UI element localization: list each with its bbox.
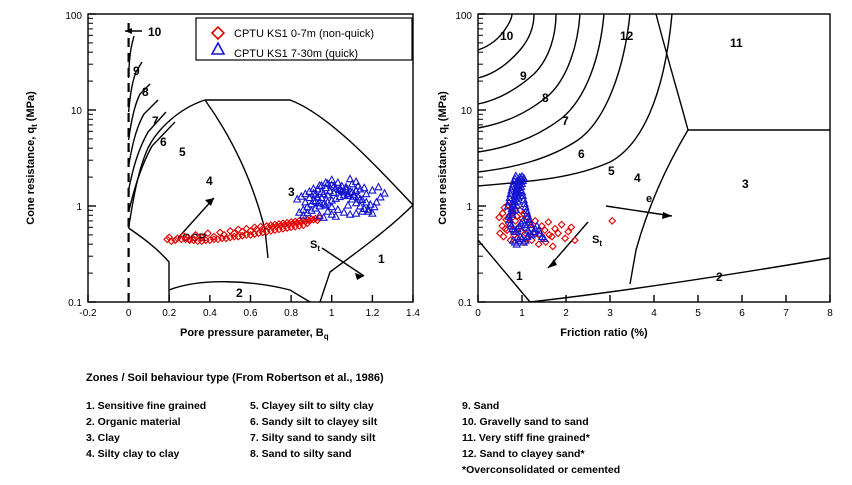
right-zone-3: 3 bbox=[742, 177, 749, 191]
right-zone-6: 6 bbox=[578, 147, 585, 161]
right-xtick-7: 7 bbox=[783, 308, 789, 319]
caption-footnote: *Overconsolidated or cemented bbox=[462, 464, 621, 476]
right-e-annotation bbox=[606, 193, 672, 219]
right-xtick-2: 2 bbox=[563, 308, 569, 319]
left-zone-10: 10 bbox=[148, 25, 162, 39]
left-xtick-4: 0.6 bbox=[243, 308, 258, 319]
right-xtick-6: 6 bbox=[739, 308, 745, 319]
right-zone-boundaries bbox=[478, 14, 830, 302]
left-zone-9: 9 bbox=[133, 64, 140, 78]
right-zone-1: 1 bbox=[516, 269, 523, 283]
left-series-blue-points bbox=[294, 175, 388, 220]
right-ytick-1: 1 bbox=[466, 202, 472, 213]
right-zone-9: 9 bbox=[520, 69, 527, 83]
data-point bbox=[377, 194, 384, 200]
caption-item: 6. Sandy silt to clayey silt bbox=[250, 416, 378, 428]
right-xtick-8: 8 bbox=[827, 308, 833, 319]
legend-label-1: CPTU KS1 7-30m (quick) bbox=[234, 48, 359, 60]
right-zone-4: 4 bbox=[634, 171, 641, 185]
left-st-label: $S_t$ bbox=[310, 239, 321, 253]
right-plot-frame bbox=[478, 14, 830, 302]
left-zone-3: 3 bbox=[288, 185, 295, 199]
data-point bbox=[347, 211, 354, 217]
caption-item: 3. Clay bbox=[86, 432, 120, 444]
data-point bbox=[353, 210, 360, 216]
caption-item: 9. Sand bbox=[462, 400, 500, 412]
left-xtick-6: 1 bbox=[328, 308, 335, 319]
data-point bbox=[345, 202, 352, 208]
caption-item: 8. Sand to silty sand bbox=[250, 448, 352, 460]
left-zone-5: 5 bbox=[179, 145, 186, 159]
left-ytick-2: 10 bbox=[70, 106, 82, 117]
right-xtick-3: 3 bbox=[607, 308, 613, 319]
left-ytick-3: 100 bbox=[65, 11, 82, 22]
right-xtick-4: 4 bbox=[651, 308, 657, 319]
right-st-annotation bbox=[548, 222, 602, 268]
data-point bbox=[558, 221, 564, 227]
data-point bbox=[545, 219, 551, 225]
data-point bbox=[347, 175, 354, 181]
caption-item: 4. Silty clay to clay bbox=[86, 448, 180, 460]
right-ytick-3: 100 bbox=[455, 11, 472, 22]
left-yaxis-title: Cone resistance, $q_t$ (MPa) bbox=[25, 91, 39, 225]
left-xtick-1: 0 bbox=[125, 308, 132, 319]
right-y-axis bbox=[455, 11, 486, 309]
caption-column-2 bbox=[250, 398, 460, 462]
data-point bbox=[536, 241, 542, 247]
left-series-red-points bbox=[164, 215, 323, 245]
right-zone-11: 11 bbox=[730, 36, 743, 50]
left-zone-1: 1 bbox=[378, 252, 385, 266]
caption-item: 10. Gravelly sand to sand bbox=[462, 416, 589, 428]
left-xtick-8: 1.4 bbox=[406, 308, 420, 319]
data-point bbox=[381, 190, 388, 196]
left-st-annotation bbox=[310, 239, 364, 280]
left-ocr-label: OCR bbox=[182, 232, 207, 244]
right-zone-12: 12 bbox=[620, 29, 634, 43]
legend bbox=[196, 18, 412, 60]
left-y-axis bbox=[65, 11, 96, 309]
legend-label-0: CPTU KS1 0-7m (non-quick) bbox=[234, 28, 374, 40]
left-xtick-2: 0.2 bbox=[162, 308, 177, 319]
caption-item: 2. Organic material bbox=[86, 416, 181, 428]
left-zone-4: 4 bbox=[206, 174, 213, 188]
data-point bbox=[550, 243, 556, 249]
data-point bbox=[497, 230, 503, 236]
right-e-label: e bbox=[646, 193, 653, 205]
left-xtick-7: 1.2 bbox=[365, 308, 380, 319]
right-xtick-5: 5 bbox=[695, 308, 701, 319]
right-yaxis-title: Cone resistance, $q_t$ (MPa) bbox=[437, 91, 451, 225]
left-zone-2: 2 bbox=[236, 286, 243, 300]
left-xtick-0: -0.2 bbox=[79, 308, 97, 319]
right-zone-5: 5 bbox=[608, 164, 615, 178]
data-point bbox=[562, 235, 568, 241]
caption-item: 12. Sand to clayey sand* bbox=[462, 448, 585, 460]
left-zone-7: 7 bbox=[152, 114, 159, 128]
data-point bbox=[375, 184, 382, 190]
caption-column-3 bbox=[462, 398, 712, 478]
left-chart bbox=[25, 11, 420, 341]
right-x-axis bbox=[475, 295, 833, 319]
caption-column-1 bbox=[86, 398, 246, 462]
left-x-axis bbox=[79, 295, 420, 319]
caption-title: Zones / Soil behaviour type (From Robertson et al., 1986) bbox=[86, 372, 384, 384]
left-zone-boundaries bbox=[129, 36, 413, 302]
caption-item: 11. Very stiff fine grained* bbox=[462, 432, 590, 444]
right-zone-7: 7 bbox=[562, 114, 569, 128]
right-chart bbox=[437, 11, 833, 339]
data-point bbox=[500, 233, 506, 239]
right-st-label: $S_t$ bbox=[592, 234, 603, 248]
data-point bbox=[227, 228, 233, 234]
right-xtick-1: 1 bbox=[519, 308, 525, 319]
left-ytick-1: 1 bbox=[76, 202, 82, 213]
left-zone-6: 6 bbox=[160, 135, 167, 149]
right-zone-10: 10 bbox=[500, 29, 514, 43]
right-series-blue-points bbox=[505, 172, 548, 247]
left-xtick-3: 0.4 bbox=[202, 308, 217, 319]
left-xtick-5: 0.8 bbox=[284, 308, 299, 319]
caption-item: 7. Silty sand to sandy silt bbox=[250, 432, 376, 444]
right-xtick-0: 0 bbox=[475, 308, 481, 319]
left-ytick-0: 0.1 bbox=[68, 298, 82, 309]
left-xaxis-title: Pore pressure parameter, $B_q$ bbox=[180, 327, 329, 341]
left-zone-8: 8 bbox=[142, 85, 149, 99]
right-xaxis-title: Friction ratio (%) bbox=[560, 327, 648, 339]
caption-item: 1. Sensitive fine grained bbox=[86, 400, 207, 412]
right-ytick-2: 10 bbox=[460, 106, 472, 117]
data-point bbox=[609, 218, 615, 224]
data-point bbox=[361, 184, 368, 190]
right-ytick-0: 0.1 bbox=[458, 298, 472, 309]
caption-item: 5. Clayey silt to silty clay bbox=[250, 400, 374, 412]
right-zone-8: 8 bbox=[542, 91, 549, 105]
right-zone-2: 2 bbox=[716, 270, 723, 284]
